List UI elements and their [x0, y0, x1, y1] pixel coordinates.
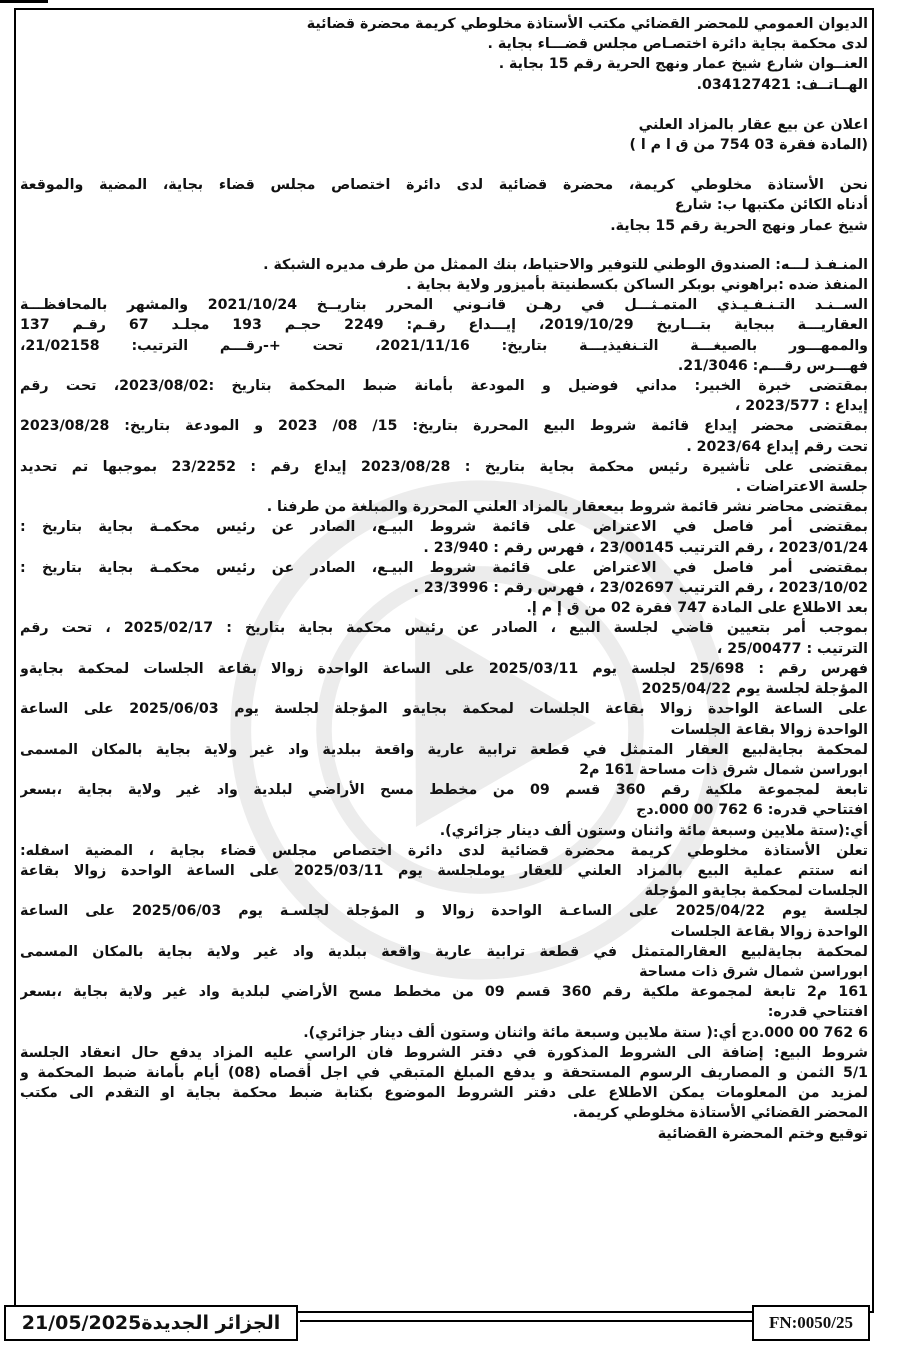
- body-line: الســنـد التـنـفـيـذي المتمـثـــل في رهـن قانـوني المحرر بتاريــخ 2021/10/24 والمشهر بالمحافظـــة: [20, 297, 868, 314]
- body-line: إيداع : 2023/577 ،: [734, 398, 868, 415]
- body-line: 6 762 00 000.دج أي:( ستة ملايين وسبعة مائة واثنان وستون ألف دينار جزائري).: [303, 1024, 868, 1041]
- body-line: شروط البيع: إضافة الى الشروط المذكورة في دفتر الشروط فان الراسي عليه المزاد يدفع حال انعقاد الجلسة: [20, 1044, 868, 1061]
- body-line: الترتيب : 25/00477 ،: [716, 640, 868, 657]
- body-line: أي:(ستة ملايين وسبعة مائة واثنان وستون ألف دينار جزائري).: [439, 822, 868, 839]
- footer-rule: [300, 1320, 752, 1322]
- body-line: بعد الاطلاع على المادة 747 فقرة 02 من ق إ م إ.: [526, 600, 868, 617]
- signature-line: توقيع وختم المحضرة القضائية: [657, 1125, 868, 1142]
- header-line: العنــوان شارع شيخ عمار ونهج الحرية رقم 15 بجاية .: [498, 56, 868, 73]
- body-line: لمزيد من المعلومات يمكن الاطلاع على دفتر الشروط الموضوع بكتابة ضبط محكمة بجاية او التقدم الى مكتب: [20, 1085, 868, 1102]
- body-line: بموجب أمر بتعيين قاضي لجلسة البيع ، الصادر عن رئيس محكمة بجاية بتاريخ : 2025/02/17 ، تحت رقم: [20, 620, 868, 637]
- body-line: جلسة الاعتراضات .: [735, 479, 868, 496]
- body-line: فهـــرس رقـــم: 21/3046.: [677, 357, 868, 374]
- announcement-body: [20, 14, 868, 1144]
- body-line: لجلسة يوم 2025/04/22 على الساعـة الواحدة زوالا و المؤجلة لجلسـة يوم 2025/06/03 على الساعة: [20, 903, 868, 920]
- body-line: المنفذ ضده :براهوني بوبكر الساكن بكسطنيتة بأميزور ولاية بجاية .: [406, 277, 868, 294]
- body-line: الجلسات لمحكمة بجايةو المؤجلة: [644, 883, 868, 900]
- body-line: 2023/01/24 ، رقم الترتيب 23/00145 ، فهرس رقم : 23/940 .: [423, 539, 868, 556]
- body-line: المؤجلة لجلسة يوم 2025/04/22: [641, 681, 868, 698]
- body-line: الواحدة زوالا بقاعة الجلسات: [670, 721, 868, 738]
- body-line: ابوراسن شمال شرق ذات مساحة 161 م2: [579, 761, 868, 778]
- body-line: بمقتضى على تأشيرة رئيس محكمة بجاية بتاريخ : 2023/08/28 إيداع رقم : 23/2252 بموجبها تم تحديد: [20, 458, 868, 475]
- body-line: انه ستتم عملية البيع بالمزاد العلني للعقار يوملجلسة يوم 2025/03/11 على الساعة الواحدة زوالا بقاعة: [20, 862, 868, 879]
- top-rule: [0, 0, 48, 3]
- body-line: بمقتضى أمر فاصل في الاعتراض على قائمة شروط البيـع، الصادر عن رئيس محكمـة بجاية بتاريخ :: [20, 559, 868, 576]
- intro-line: شيخ عمار ونهج الحرية رقم 15 بجاية.: [610, 217, 868, 234]
- body-line: المنـفـذ لـــه: الصندوق الوطني للتوفير والاحتياط، بنك الممثل من طرف مديره الشبكة .: [263, 256, 868, 273]
- body-line: 161 م2 تابعة لمجموعة ملكية رقم 360 قسم 09 من مخطط مسح الأراضي لبلدية واد غير ولاية بجاية ،بسعر: [20, 984, 868, 1001]
- body-line: الواحدة زوالا بقاعة الجلسات: [670, 923, 868, 940]
- body-line: تابعة لمجموعة ملكية رقم 360 قسم 09 من مخطط مسح الأراضي لبلدية واد غير ولاية بجاية ،بسعر: [20, 782, 868, 799]
- body-line: تحت رقم إيداع 2023/64 .: [686, 438, 868, 455]
- body-line: المحضر القضائي الأستاذة مخلوطي كريمة.: [572, 1105, 868, 1122]
- body-line: 2023/10/02 ، رقم الترتيب 23/02697 ، فهرس رقم : 23/3996 .: [413, 580, 868, 597]
- body-line: فهرس رقم : 25/698 لجلسة يوم 2025/03/11 على الساعة الواحدة زوالا بقاعة الجلسات لمحكمة بجايةو: [20, 660, 868, 677]
- body-line: بمقتضى محاضر نشر قائمة شروط بيععقار بالمزاد العلني المحررة والمبلغة من طرفنا .: [266, 499, 868, 516]
- body-line: والممهـــور بالصيغـــة التـنفيذيـــة بتاريخ: 2021/11/16، تحت +-رقـــم الترتيب: 21/02158،: [20, 337, 868, 354]
- fn-reference-box: FN:0050/25: [752, 1305, 870, 1341]
- body-line: افتتاحي قدره: 6 762 00 000.دج: [636, 802, 868, 819]
- body-line: 5/1 الثمن و المصاريف الرسوم المستحقة و يدفع المبلغ المتبقي في اجل أقصاه (08) أيام بأمانة ضبط المحكمة و: [20, 1064, 868, 1081]
- publication-date-box: الجزائر الجديدة21/05/2025: [4, 1305, 298, 1341]
- body-line: لمحكمة بجايةلبيع العقار المتمثل في قطعة ترابية عارية واقعة ببلدية واد غير ولاية بجاية بالمكان المسمى: [20, 741, 868, 758]
- intro-line: نحن الأستاذة مخلوطي كريمة، محضرة قضائية لدى دائرة اختصاص مجلس قضاء بجاية، المضية والموقعة: [20, 177, 868, 194]
- announcement-title: اعلان عن بيع عقار بالمزاد العلني: [638, 116, 868, 133]
- header-line: لدى محكمة بجاية دائرة اختصـاص مجلس قضـــاء بجاية .: [487, 36, 868, 53]
- header-line: الهــاتــف: 034127421.: [696, 76, 868, 93]
- announcement-subtitle: (المادة فقرة 03 754 من ق ا م ا ): [629, 137, 868, 154]
- body-line: بمقتضى محضر إيداع قائمة شروط البيع المحررة بتاريخ: 15/ 08/ 2023 و المودعة بتاريخ: 2023/08/28: [20, 418, 868, 435]
- body-line: افتتاحي قدره:: [767, 1004, 868, 1021]
- body-line: العقاريـــة ببجاية بتـــاريخ 2019/10/29، إيـــداع رقـم: 2249 حجـم 193 مجلـد 67 رقـم 137: [20, 317, 868, 334]
- body-line: على الساعة الواحدة زوالا بقاعة الجلسات لمحكمة بجايةو المؤجلة لجلسة يوم 2025/06/03 على الساعة: [20, 701, 868, 718]
- intro-line: أدناه الكائن مكتبها ب: شارع: [674, 197, 868, 214]
- header-line: الديوان العمومي للمحضر القضائي مكتب الأستاذة مخلوطي كريمة محضرة قضائية: [306, 16, 868, 32]
- body-line: تعلن الأستاذة مخلوطي كريمة محضرة قضائية لدى دائرة اختصاص مجلس قضاء بجاية ، المضية اسفله:: [20, 842, 868, 859]
- body-line: بمقتضى أمر فاصل في الاعتراض على قائمة شروط البيـع، الصادر عن رئيس محكمـة بجاية بتاريخ :: [20, 519, 868, 536]
- body-line: ابوراسن شمال شرق ذات مساحة: [639, 963, 868, 980]
- body-line: لمحكمة بجايةلبيع العقارالمتمثل في قطعة ترابية عارية واقعة ببلدية واد غير ولاية بجاية بالمكان المسمى: [20, 943, 868, 960]
- body-line: بمقتضى خبرة الخبير: مداني فوضيل و المودعة بأمانة ضبط المحكمة بتاريخ :2023/08/02، تحت رقم: [20, 378, 868, 395]
